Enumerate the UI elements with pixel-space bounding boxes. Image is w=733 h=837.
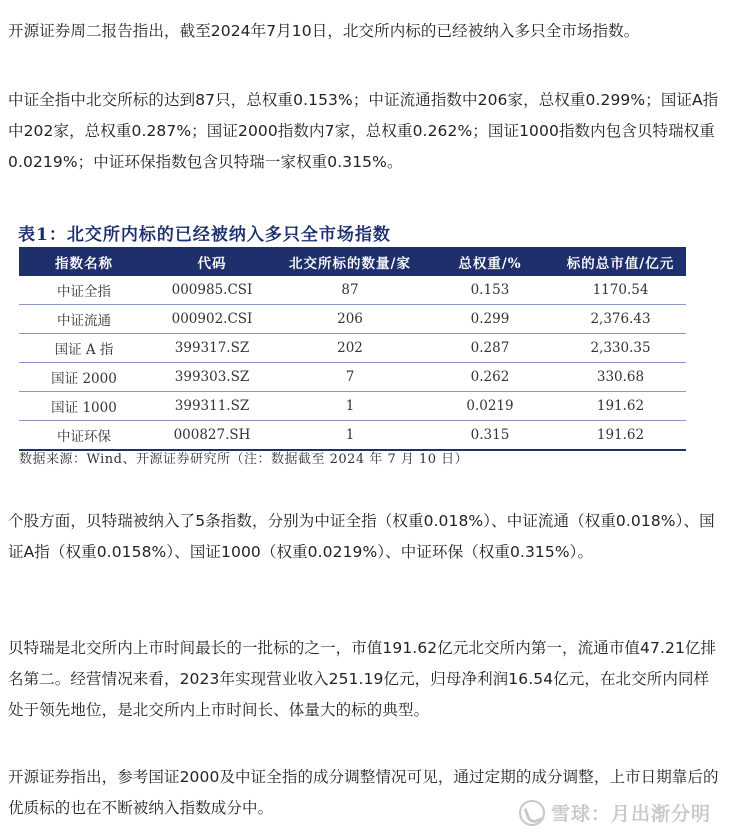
table-row [19, 363, 686, 392]
cell-index-name: 国证 2000 [19, 363, 149, 392]
cell-code: 000827.SH [149, 421, 275, 451]
header-index-name: 指数名称 [19, 247, 149, 276]
cell-weight: 0.262 [425, 363, 555, 392]
table-row [19, 334, 686, 363]
header-count: 北交所标的数量/家 [275, 247, 425, 276]
cell-market-cap: 2,376.43 [555, 305, 686, 334]
cell-index-name: 中证环保 [19, 421, 149, 451]
cell-code: 399317.SZ [149, 334, 275, 363]
header-code: 代码 [149, 247, 275, 276]
table-title: 表1：北交所内标的已经被纳入多只全市场指数 [18, 225, 391, 245]
index-table [19, 247, 686, 451]
table-row [19, 392, 686, 421]
cell-count: 202 [275, 334, 425, 363]
table-row [19, 276, 686, 305]
watermark [519, 799, 711, 826]
cell-count: 7 [275, 363, 425, 392]
index-weights-paragraph: 中证全指中北交所标的达到87只，总权重0.153%；中证流通指数中206家，总权重0.299%；国证A指中202家，总权重0.287%；国证2000指数内7家，总权重0.262%；国证1000指数内包含贝特瑞权重0.0219%；中证环保指数包含贝特瑞一家权重0.315%。 [8, 91, 719, 171]
table-header-row [19, 247, 686, 276]
cell-weight: 0.299 [425, 305, 555, 334]
stock-paragraph: 个股方面，贝特瑞被纳入了5条指数，分别为中证全指（权重0.018%）、中证流通（权重0.018%）、国证A指（权重0.0158%）、国证1000（权重0.0219%）、中证环保（权重0.315%）。 [8, 512, 715, 561]
cell-index-name: 中证流通 [19, 305, 149, 334]
cell-code: 000985.CSI [149, 276, 275, 305]
cell-index-name: 国证 A 指 [19, 334, 149, 363]
company-paragraph: 贝特瑞是北交所内上市时间最长的一批标的之一，市值191.62亿元北交所内第一，流通市值47.21亿排名第二。经营情况来看，2023年实现营业收入251.19亿元，归母净利润16.54亿元，在北交所内同样处于领先地位，是北交所内上市时间长、体量大的标的典型。 [8, 639, 717, 719]
intro-paragraph: 开源证券周二报告指出，截至2024年7月10日，北交所内标的已经被纳入多只全市场指数。 [8, 22, 640, 40]
table-row [19, 421, 686, 451]
header-weight: 总权重/% [425, 247, 555, 276]
header-market-cap: 标的总市值/亿元 [555, 247, 686, 276]
cell-code: 399311.SZ [149, 392, 275, 421]
cell-weight: 0.0219 [425, 392, 555, 421]
cell-index-name: 中证全指 [19, 276, 149, 305]
cell-count: 206 [275, 305, 425, 334]
data-source-note: 数据来源：Wind、开源证券研究所（注：数据截至 2024 年 7 月 10 日） [19, 452, 469, 467]
cell-count: 1 [275, 392, 425, 421]
cell-market-cap: 191.62 [555, 421, 686, 451]
snowball-logo-icon [519, 800, 545, 826]
cell-market-cap: 330.68 [555, 363, 686, 392]
cell-code: 000902.CSI [149, 305, 275, 334]
cell-index-name: 国证 1000 [19, 392, 149, 421]
cell-market-cap: 2,330.35 [555, 334, 686, 363]
cell-weight: 0.315 [425, 421, 555, 451]
conclusion-paragraph: 开源证券指出，参考国证2000及中证全指的成分调整情况可见，通过定期的成分调整，上市日期靠后的优质标的也在不断被纳入指数成分中。 [8, 768, 719, 817]
table-row [19, 305, 686, 334]
watermark-text: 雪球：月出渐分明 [550, 803, 711, 825]
cell-count: 87 [275, 276, 425, 305]
cell-market-cap: 1170.54 [555, 276, 686, 305]
cell-weight: 0.287 [425, 334, 555, 363]
cell-count: 1 [275, 421, 425, 451]
cell-market-cap: 191.62 [555, 392, 686, 421]
cell-code: 399303.SZ [149, 363, 275, 392]
cell-weight: 0.153 [425, 276, 555, 305]
